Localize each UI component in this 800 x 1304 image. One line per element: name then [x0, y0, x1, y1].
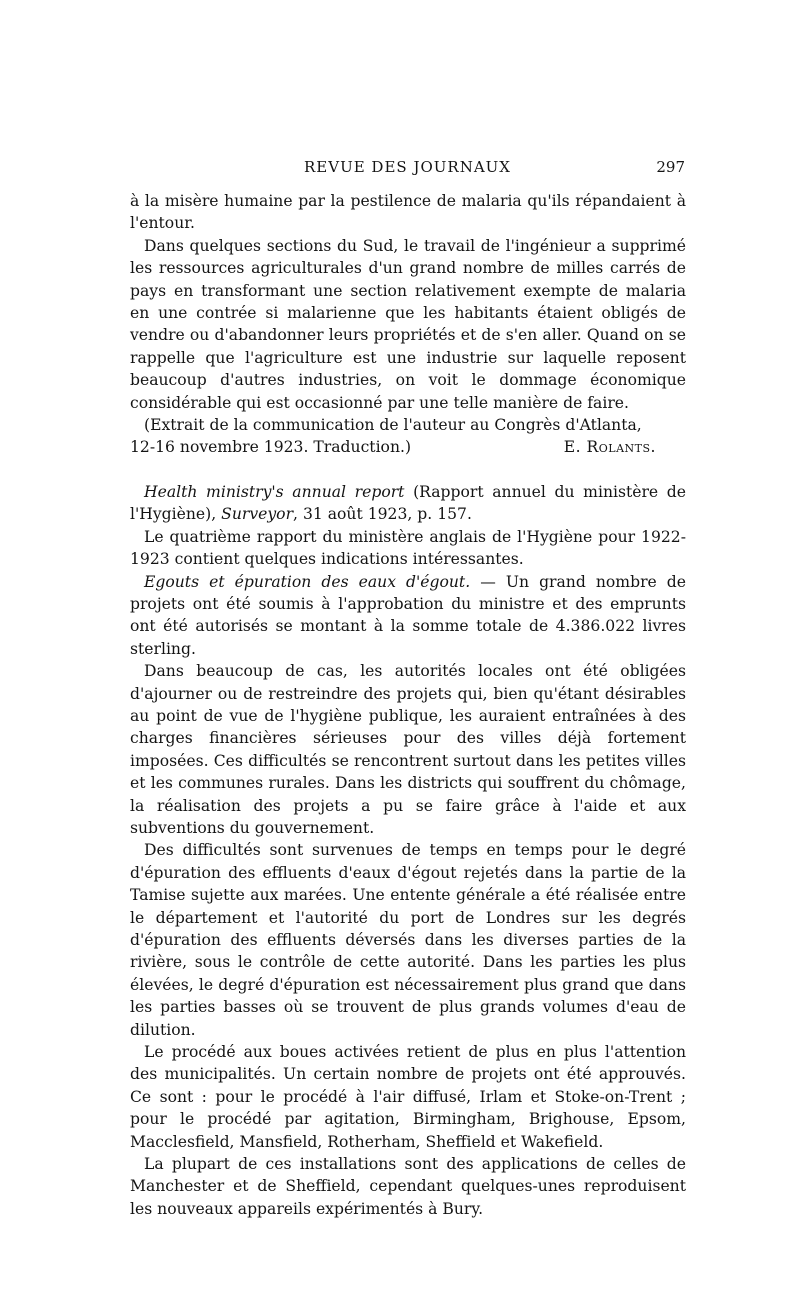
page-header	[130, 158, 685, 180]
paragraph-local-authorities: Dans beaucoup de cas, les autorités locales ont été obligées d'ajourner ou de restreindre des projets qui, bien qu'étant désirables au point de vue de l'hygiène publique, les auraient entraînées à des charges financières sérieuses pour des villes déjà fortement imposées. Ces difficultés se rencontrent surtout dans les petites villes et les communes rurales. Dans les districts qui souffrent du chômage, la réalisation des projets a pu se faire grâce à l'aide et aux subventions du gouvernement.	[130, 662, 686, 837]
article-source-date: , 31 août 1923, p. 157.	[293, 505, 472, 524]
paragraph-activated-sludge: Le procédé aux boues activées retient de plus en plus l'attention des municipalités. Un certain nombre de projets ont été approuvés. Ce sont : pour le procédé à l'air diffusé, Irlam et Stoke-on-Trent ; pour le procédé par agitation, Birmingham, Brighouse, Epsom, Macclesfield, Mansfield, Rotherham, Sheffield et Wakefield.	[130, 1043, 686, 1151]
author-signature: E. Rolants.	[563, 438, 656, 457]
section-heading: Egouts et épuration des eaux d'égout.	[144, 572, 471, 591]
paragraph-south-engineering: Dans quelques sections du Sud, le travail de l'ingénieur a supprimé les ressources agriculturales d'un grand nombre de milles carrés de pays en transformant une section relativement exempte de malaria en une contrée si malarienne que les habitants étaient obligés de vendre ou d'abandonner leurs propriétés et de s'en aller. Quand on se rappelle que l'agriculture est une industrie sur laquelle reposent beaucoup d'autres industries, on voit le dommage économique considérable qui est occasionné par une telle manière de faire.	[130, 236, 686, 412]
extract-citation-date: 12-16 novembre 1923. Traduction.)	[130, 438, 412, 457]
citation-signature-line	[130, 436, 686, 458]
running-title: REVUE DES JOURNAUX	[304, 158, 511, 176]
article-source: Surveyor	[221, 505, 294, 524]
paragraph-egouts	[130, 571, 686, 661]
page-number: 297	[656, 158, 685, 176]
section-text: — Un grand nombre de projets ont été soumis à l'approbation du ministre et des emprunts ont été autorisés se montant à la somme totale de 4.386.022 livres sterling.	[130, 572, 687, 658]
paragraph-thames: Des difficultés sont survenues de temps en temps pour le degré d'épuration des effluents d'eaux d'égout rejetés dans la partie de la Tamise sujette aux marées. Une entente générale a été réalisée entre le département et l'autorité du port de Londres sur les degrés d'épuration des effluents déversés dans les diverses parties de la rivière, sous le contrôle de cette autorité. Dans les parties les plus élevées, le degré d'épuration est nécessairement plus grand que dans les parties basses où se trouvent de plus grands volumes d'eau de dilution.	[130, 841, 686, 1039]
paragraph-installations: La plupart de ces installations sont des applications de celles de Manchester et de Sheffield, cependant quelques-unes reproduisent les nouveaux appareils expérimentés à Bury.	[130, 1155, 686, 1218]
article-reference	[130, 481, 686, 526]
paragraph-continuation: à la misère humaine par la pestilence de malaria qu'ils répandaient à l'entour.	[130, 192, 686, 233]
article-title-translation: (Rapport annuel du ministère de l'Hygiène),	[130, 482, 687, 524]
article-title: Health ministry's annual report	[144, 482, 405, 501]
paragraph-report-intro: Le quatrième rapport du ministère anglais de l'Hygiène pour 1922-1923 contient quelques indications intéressantes.	[130, 527, 686, 569]
section-gap	[130, 459, 686, 481]
extract-citation-line: (Extrait de la communication de l'auteur au Congrès d'Atlanta,	[144, 416, 642, 435]
page-body	[130, 190, 686, 1220]
